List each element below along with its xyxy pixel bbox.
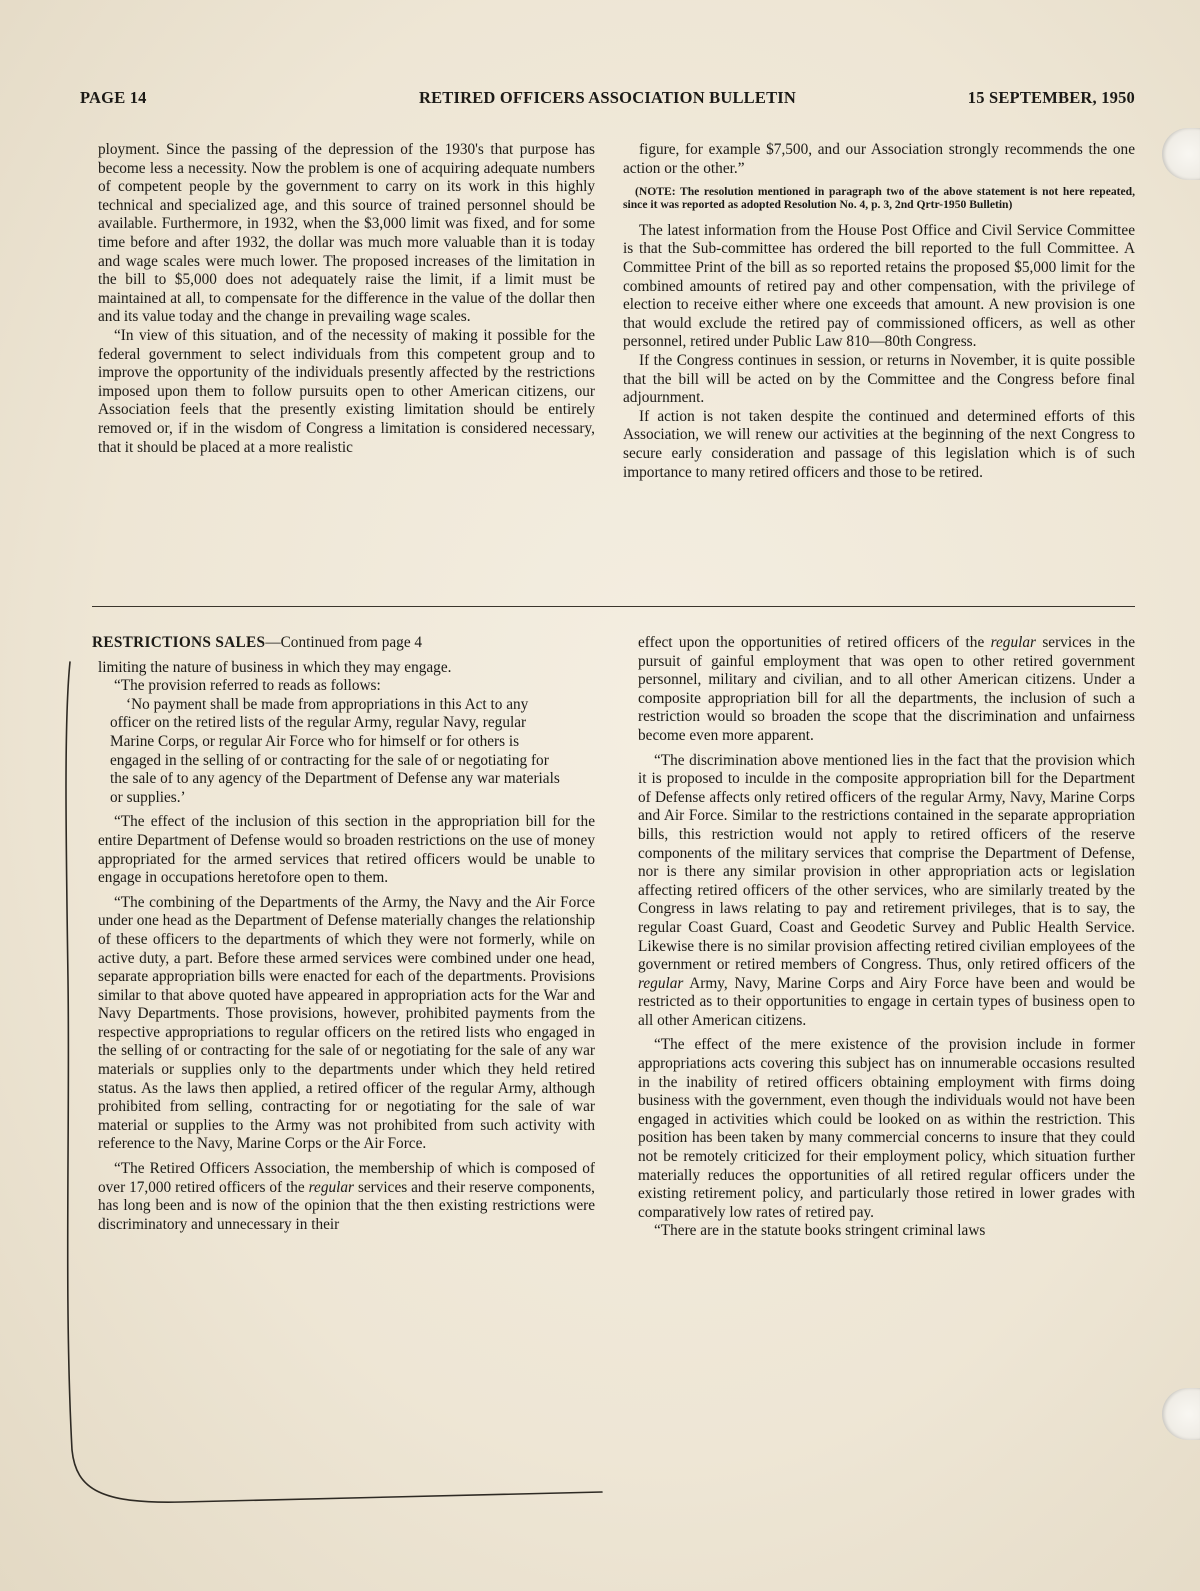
paragraph: “In view of this situation, and of the necessity of making it possible for the federal government to select individuals from this competent group and to improve the opportunity of the individuals presently affected by the restrictions imposed upon them to follow pursuits open to other American citizens, our Association feels that the presently existing limitation should be entirely removed or, if in the wisdom of Congress a limitation is considered necessary, that it should be placed at a more realistic: [98, 326, 595, 456]
issue-date: 15 SEPTEMBER, 1950: [967, 88, 1135, 107]
page-header: [80, 88, 1135, 112]
emphasis: regular: [308, 1178, 354, 1196]
quoted-provision: ‘No payment shall be made from appropriations in this Act to any officer on the retired lists of the regular Army, regular Navy, regular Marine Corps, or regular Air Force who for himself or for others is engaged in the selling of or contracting for the sale of or negotiating for the sale of to any agency of the Department of Defense any war materials or supplies.’: [110, 695, 560, 806]
paragraph: figure, for example $7,500, and our Association strongly recommends the one action or the other.”: [623, 141, 1135, 177]
paragraph: ployment. Since the passing of the depression of the 1930's that purpose has become less a necessity. Now the problem is one of acquiring adequate numbers of competent people by the government to carry on its work in this highly technical and specialized age, and this source of trained personnel should be available. Furthermore, in 1932, when the $3,000 limit was fixed, and for some time before and after 1932, the dollar was much more valuable than it is today and wage scales were much lower. The proposed increases of the limitation in the bill to $5,000 does not adequately raise the limit, if a limit must be maintained at all, to compensate for the difference in the value of the dollar then and its value today and the change in prevailing wage scales.: [98, 141, 595, 326]
bottom-left-column: [92, 634, 595, 1234]
paragraph: limiting the nature of business in which they may engage.: [98, 658, 452, 676]
paragraph: “There are in the statute books stringent criminal laws: [654, 1222, 986, 1240]
paragraph: “The provision referred to reads as follows:: [114, 677, 381, 695]
binder-hole: [1162, 1388, 1200, 1440]
text-run: effect upon the opportunities of retired officers of the: [638, 634, 991, 651]
text-run: services in the pursuit of gainful employment that was open to other retired government personnel, military and civilian, and to all other American citizens. Under a composite appropriation bill for all the departments, the inclusion of such a restriction would so broaden the scope that the discrimination and unfairness become even more apparent.: [638, 634, 1135, 744]
continued-note: —Continued from page 4: [265, 634, 423, 651]
paragraph: “The effect of the mere existence of the provision include in former appropriations acts covering this subject has on innumerable occasions resulted in the inability of retired officers obtaining employment with firms doing business with the government, even though the individuals would not have been engaged in activities which could be looked on as within the restriction. This position has been taken by many commercial concerns to insure that they could not be remotely criticized for their employment policy, which situation further materially reduces the opportunities of all retired regular officers under the existing retirement policy, and particularly those retired in lower grades with comparatively low rates of retired pay.: [638, 1036, 1135, 1221]
emphasis: regular: [638, 974, 684, 992]
section-divider: [92, 606, 1135, 607]
paragraph: “The effect of the inclusion of this section in the appropriation bill for the entire Department of Defense would so broaden restrictions on the use of money appropriated for the armed services that retired officers would be unable to engage in occupations heretofore open to them.: [98, 813, 595, 887]
paragraph: [638, 634, 1135, 746]
paragraph: [638, 752, 1135, 1031]
top-right-column: [623, 141, 1135, 482]
top-left-column: [98, 141, 595, 457]
page-number: PAGE 14: [80, 88, 147, 107]
paragraph: If action is not taken despite the continued and determined efforts of this Association, we will renew our activities at the beginning of the next Congress to secure early consideration and passage of this legislation which is of such importance to many retired officers and those to be retired.: [623, 407, 1135, 481]
text-run: services and their reserve components, has long been and is now of the opinion that the then existing restrictions were discriminatory and unnecessary in their: [98, 1178, 595, 1233]
section-title: RESTRICTIONS SALES: [92, 634, 266, 651]
publication-title: RETIRED OFFICERS ASSOCIATION BULLETIN: [418, 88, 797, 107]
text-run: Army, Navy, Marine Corps and Airy Force have been and would be restricted as to their opportunities to engage in certain types of business open to all other American citizens.: [638, 974, 1135, 1029]
paragraph: If the Congress continues in session, or returns in November, it is quite possible that the bill will be acted on by the Committee and the Congress before final adjournment.: [623, 351, 1135, 407]
section-heading: [92, 634, 595, 653]
emphasis: regular: [990, 634, 1036, 651]
text-run: “The discrimination above mentioned lies in the fact that the provision which it is proposed to inculde in the composite appropriation bill for the Department of Defense affects only retired officers of the regular Army, Navy, Marine Corps and Air Force. Similar to the restrictions contained in the separate appropriation bills, this restriction would not apply to retired officers of the reserve components of the military services that comprise the Department of Defense, nor is there any similar provision in other appropriation acts or legislation affecting retired officers of the other services, who are similarly treated by the Congress in laws relating to pay and retirement privileges, that is to say, the regular Coast Guard, Coast and Geodetic Survey and Public Health Service. Likewise there is no similar provision affecting retired civilian employees of the government or retired members of Congress. Thus, only retired officers of the: [638, 751, 1135, 974]
editor-note: (NOTE: The resolution mentioned in paragraph two of the above statement is not here repeated, since it was reported as adopted Resolution No. 4, p. 3, 2nd Qrtr-1950 Bulletin): [623, 185, 1135, 211]
binder-hole: [1162, 128, 1200, 180]
text-run: “The Retired Officers Association, the membership of which is composed of over 17,000 retired officers of the: [98, 1160, 595, 1196]
paragraph: “The combining of the Departments of the Army, the Navy and the Air Force under one head as the Department of Defense materially changes the relationship of these officers to the departments of which they were not formerly, while on active duty, a part. Before these armed services were combined under one head, separate appropriation bills were enacted for each of the departments. Provisions similar to that above quoted have appeared in appropriation acts for the War and Navy Departments. Those provisions, however, prohibited payments from the respective appropriations to regular officers on the retired lists who engaged in the selling of or contracting for the sale of or negotiating for the sale of any war materials or supplies only to the departments under which they held retired status. As the laws then applied, a retired officer of the regular Army, although prohibited from selling, contracting for or negotiating for the sale of war material or supplies to the Army was not prohibited from such activity with reference to the Navy, Marine Corps or the Air Force.: [98, 893, 595, 1153]
paragraph: [98, 1160, 595, 1234]
paragraph: The latest information from the House Post Office and Civil Service Committee is that the Sub-committee has ordered the bill reported to the full Committee. A Committee Print of the bill as so reported retains the proposed $5,000 limit for the combined amounts of retired pay and other compensation, with the privilege of election to receive either where one exceeds that amount. A new provision is one that would exclude the retired pay of commissioned officers, as well as other personnel, retired under Public Law 810—80th Congress.: [623, 221, 1135, 351]
bottom-right-column: [638, 634, 1135, 1241]
